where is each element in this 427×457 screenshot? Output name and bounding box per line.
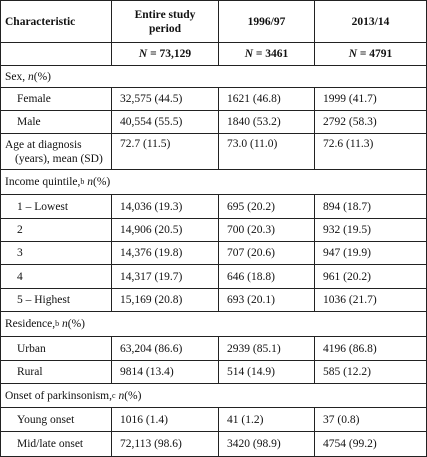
row-label-age-line2: (years), mean (SD): [15, 152, 103, 165]
section-sex-n: n: [28, 70, 34, 83]
row-label: 5 – Highest: [17, 294, 71, 306]
cell-1996: 646 (18.8): [218, 265, 314, 288]
table-row-q5: [1, 289, 426, 312]
cell-entire: 72,113 (98.6): [111, 432, 218, 456]
cell-entire: 14,906 (20.5): [111, 219, 218, 241]
row-label: 1 – Lowest: [17, 200, 69, 213]
row-label: Female: [17, 93, 51, 105]
n-2013-value: = 4791: [359, 48, 393, 60]
cell-2013: 72.6 (11.3): [314, 134, 426, 169]
header-characteristic: Characteristic: [5, 15, 76, 28]
section-onset-n: n: [118, 389, 125, 402]
section-sex-label: [1, 66, 426, 87]
row-label: Urban: [17, 342, 46, 355]
cell-2013: 947 (19.9): [314, 242, 426, 264]
cell-entire: 32,575 (44.5): [111, 88, 218, 110]
cell-2013: 1999 (41.7): [314, 88, 426, 110]
cell-entire: 1016 (1.4): [111, 408, 218, 431]
cell-entire: 14,036 (19.3): [111, 195, 218, 218]
section-residence-label: Residence, b n (%): [5, 318, 86, 330]
cell-1996: 700 (20.3): [218, 219, 314, 241]
table-row-q3: [1, 242, 426, 265]
row-label: Young onset: [17, 413, 75, 426]
header-1996-97: 1996/97: [218, 1, 314, 42]
n-symbol: N: [244, 48, 253, 60]
row-label: Rural: [17, 366, 43, 378]
cell-2013: 894 (18.7): [314, 195, 426, 218]
table-row-female: [1, 88, 426, 111]
section-residence: [1, 312, 426, 337]
n-2013-14: [314, 43, 426, 65]
cell-1996: 693 (20.1): [218, 289, 314, 311]
cell-entire: 9814 (13.4): [111, 361, 218, 383]
cell-2013: 4196 (86.8): [314, 337, 426, 360]
table-row-rural: [1, 361, 426, 384]
section-sex-text: Sex,: [5, 70, 26, 83]
section-residence-pct: (%): [67, 318, 86, 330]
cell-1996: 514 (14.9): [218, 361, 314, 383]
table-row-q2: [1, 219, 426, 242]
section-onset-text: Onset of parkinsonism,: [5, 389, 113, 402]
cell-2013: 4754 (99.2): [314, 432, 426, 456]
table-row-age: [1, 134, 426, 170]
cell-2013: 932 (19.5): [314, 219, 426, 241]
n-1996-97: [218, 43, 314, 65]
cell-1996: 73.0 (11.0): [218, 134, 314, 169]
section-residence-text: Residence,: [5, 318, 56, 330]
cell-2013: 37 (0.8): [314, 408, 426, 431]
n-symbol: N: [138, 48, 148, 60]
cell-1996: 1840 (53.2): [218, 111, 314, 133]
n-1996-value: = 3461: [255, 48, 289, 60]
section-onset-label: Onset of parkinsonism, c n (%): [5, 389, 142, 402]
table-row-midlate: [1, 432, 426, 456]
section-onset: [1, 384, 426, 408]
cell-1996: 695 (20.2): [218, 195, 314, 218]
header-2013-14: 2013/14: [314, 1, 426, 42]
row-label: 4: [17, 270, 23, 283]
n-row-label: [1, 43, 111, 65]
cell-1996: 3420 (98.9): [218, 432, 314, 456]
row-label: Mid/late onset: [17, 438, 84, 450]
cell-entire: 15,169 (20.8): [111, 289, 218, 311]
cell-2013: 961 (20.2): [314, 265, 426, 288]
cell-2013: 1036 (21.7): [314, 289, 426, 311]
cell-entire: 72.7 (11.5): [111, 134, 218, 169]
table-row-q1: [1, 195, 426, 219]
cell-entire: 40,554 (55.5): [111, 111, 218, 133]
row-label-age: [1, 134, 111, 169]
section-income: [1, 170, 426, 195]
cell-1996: 707 (20.6): [218, 242, 314, 264]
n-entire-value: = 73,129: [150, 48, 192, 60]
table-row-male: [1, 111, 426, 134]
section-onset-pct: (%): [124, 389, 142, 402]
cell-2013: 585 (12.2): [314, 361, 426, 383]
cell-1996: 41 (1.2): [218, 408, 314, 431]
table-row-young: [1, 408, 426, 432]
table-row-q4: [1, 265, 426, 289]
row-label: 2: [17, 224, 23, 236]
table-row-urban: [1, 337, 426, 361]
cell-entire: 14,317 (19.7): [111, 265, 218, 288]
n-symbol: N: [348, 48, 357, 60]
row-label: 3: [17, 247, 23, 259]
cell-entire: 63,204 (86.6): [111, 337, 218, 360]
cell-1996: 2939 (85.1): [218, 337, 314, 360]
header-entire-period-line2: period: [149, 22, 181, 35]
row-label-age-line1: Age at diagnosis: [5, 138, 82, 151]
n-row: [1, 43, 426, 66]
cell-entire: 14,376 (19.8): [111, 242, 218, 264]
section-income-label: Income quintile, b n (%): [5, 176, 111, 188]
section-sex: [1, 66, 426, 88]
header-entire-period-line1: Entire study: [134, 8, 196, 21]
section-sex-pct: (%): [33, 70, 51, 83]
row-label: Male: [17, 116, 41, 128]
header-entire-period: [111, 1, 218, 42]
header-row: [1, 1, 426, 43]
section-income-pct: (%): [93, 176, 111, 188]
section-income-n: n: [87, 176, 93, 188]
section-income-text: Income quintile,: [5, 176, 81, 188]
n-entire-period: [111, 43, 218, 65]
cell-1996: 1621 (46.8): [218, 88, 314, 110]
cell-2013: 2792 (58.3): [314, 111, 426, 133]
section-residence-n: n: [62, 318, 68, 330]
